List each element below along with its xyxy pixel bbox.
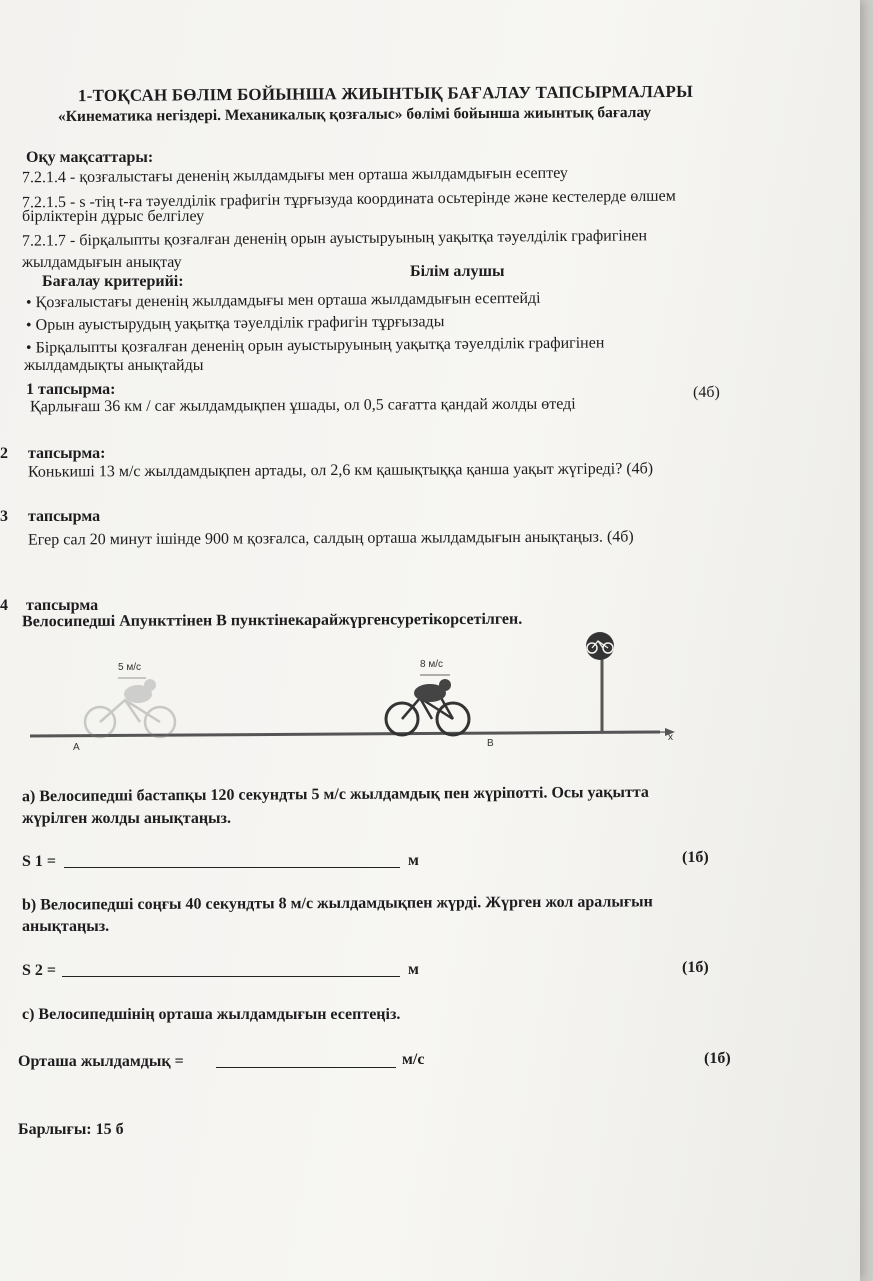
part-b-line: анықтаңыз. bbox=[22, 918, 110, 935]
objective-line: жылдамдығын анықтау bbox=[22, 254, 182, 271]
criteria-item: • Қозғалыстағы дененің жылдамдығы мен орташа жылдамдығын есептейді bbox=[26, 290, 541, 312]
objective-line: бірліктерін дұрыс белгілеу bbox=[22, 208, 205, 225]
task-1-points: (4б) bbox=[693, 384, 720, 401]
part-b-line: b) Велосипедші соңғы 40 секундты 8 м/с жылдамдықпен жүрді. Жүрген жол аралығын bbox=[21, 893, 653, 914]
criteria-heading: Бағалау критерийі: bbox=[42, 273, 184, 290]
task-3-digit: 3 bbox=[0, 508, 8, 525]
speed-a-label: 5 м/с bbox=[118, 662, 141, 673]
s2-answer-line[interactable] bbox=[62, 976, 400, 977]
axis-label: x bbox=[668, 732, 673, 743]
average-speed-unit: м/с bbox=[402, 1051, 425, 1068]
part-a-line: а) Велосипедші бастапқы 120 секундты 5 м/с жылдамдық пен жүріпотті. Осы уақытта bbox=[21, 783, 649, 806]
s2-label: S 2 = bbox=[22, 962, 57, 979]
task-2-text: Конькиші 13 м/с жылдамдықпен артады, ол 2,6 км қашықтыққа қанша уақыт жүгіреді? (4б) bbox=[27, 460, 654, 481]
bicycle-sign-icon bbox=[586, 632, 614, 660]
criteria-item: • Орын ауыстырудың уақытқа тәуелділік графигін тұрғызады bbox=[26, 313, 445, 335]
s1-points: (1б) bbox=[682, 849, 709, 866]
s2-unit: м bbox=[408, 961, 419, 978]
objective-line: 7.2.1.4 - қозғалыстағы дененің жылдамдығы мен орташа жылдамдығын есептеу bbox=[21, 164, 568, 187]
s2-points: (1б) bbox=[682, 959, 709, 976]
cyclist-figure bbox=[20, 630, 690, 760]
part-c-line: c) Велосипедшінің орташа жылдамдығын есептеңіз. bbox=[22, 1006, 401, 1023]
average-speed-label: Орташа жылдамдық = bbox=[18, 1053, 184, 1070]
s1-label: S 1 = bbox=[22, 853, 57, 870]
objective-line: 7.2.1.5 - s -тің t-ға тәуелділік графигін тұрғызуда координата осьтерінде және кестелерде өлшем bbox=[21, 187, 676, 212]
criteria-item: • Бірқалыпты қозғалған дененің орын ауыстыруының уақытқа тәуелділік графигінен bbox=[26, 334, 604, 357]
average-speed-points: (1б) bbox=[704, 1050, 731, 1067]
point-a-label: A bbox=[73, 742, 80, 753]
cyclist-a-icon bbox=[85, 679, 175, 737]
learner-label: Білім алушы bbox=[410, 263, 505, 280]
point-b-label: B bbox=[487, 738, 494, 749]
objectives-heading: Оқу мақсаттары: bbox=[26, 149, 154, 166]
task-3-number: тапсырма bbox=[28, 508, 101, 525]
task-1-text: Қарлығаш 36 км / сағ жылдамдықпен ұшады, ол 0,5 сағатта қандай жолды өтеді bbox=[29, 395, 576, 416]
task-2-digit: 2 bbox=[0, 445, 8, 462]
task-3-text: Егер сал 20 минут ішінде 900 м қозғалса, салдың орташа жылдамдығын анықтаңыз. (4б) bbox=[27, 528, 634, 549]
task-4-number: тапсырма bbox=[26, 597, 99, 614]
s1-unit: м bbox=[408, 852, 419, 869]
road-line bbox=[30, 732, 660, 736]
page-title: 1-ТОҚСАН БӨЛІМ БОЙЫНША ЖИЫНТЫҚ БАҒАЛАУ ТАПСЫРМАЛАРЫ bbox=[77, 81, 694, 106]
task-4-digit: 4 bbox=[0, 597, 8, 614]
task-2-number: тапсырма: bbox=[28, 445, 106, 462]
criteria-continuation: жылдамдықты анықтайды bbox=[24, 357, 204, 374]
total-score: Барлығы: 15 б bbox=[18, 1121, 124, 1138]
s1-answer-line[interactable] bbox=[64, 867, 400, 868]
task-1-number: 1 тапсырма: bbox=[26, 381, 116, 398]
average-speed-answer-line[interactable] bbox=[216, 1067, 396, 1068]
task-4-text: Велосипедші Апункттінен В пунктінекарайжүргенсуретікорсетілген. bbox=[21, 610, 523, 631]
part-a-line: жүрілген жолды анықтаңыз. bbox=[22, 810, 231, 827]
objective-line: 7.2.1.7 - бірқалыпты қозғалған дененің орын ауыстыруының уақытқа тәуелділік графигінен bbox=[21, 227, 648, 250]
speed-b-label: 8 м/с bbox=[420, 659, 443, 670]
cyclist-b-icon bbox=[386, 679, 469, 735]
page-subtitle: «Кинематика негіздері. Механикалық қозғалыс» бөлімі бойынша жиынтық бағалау bbox=[57, 103, 652, 126]
